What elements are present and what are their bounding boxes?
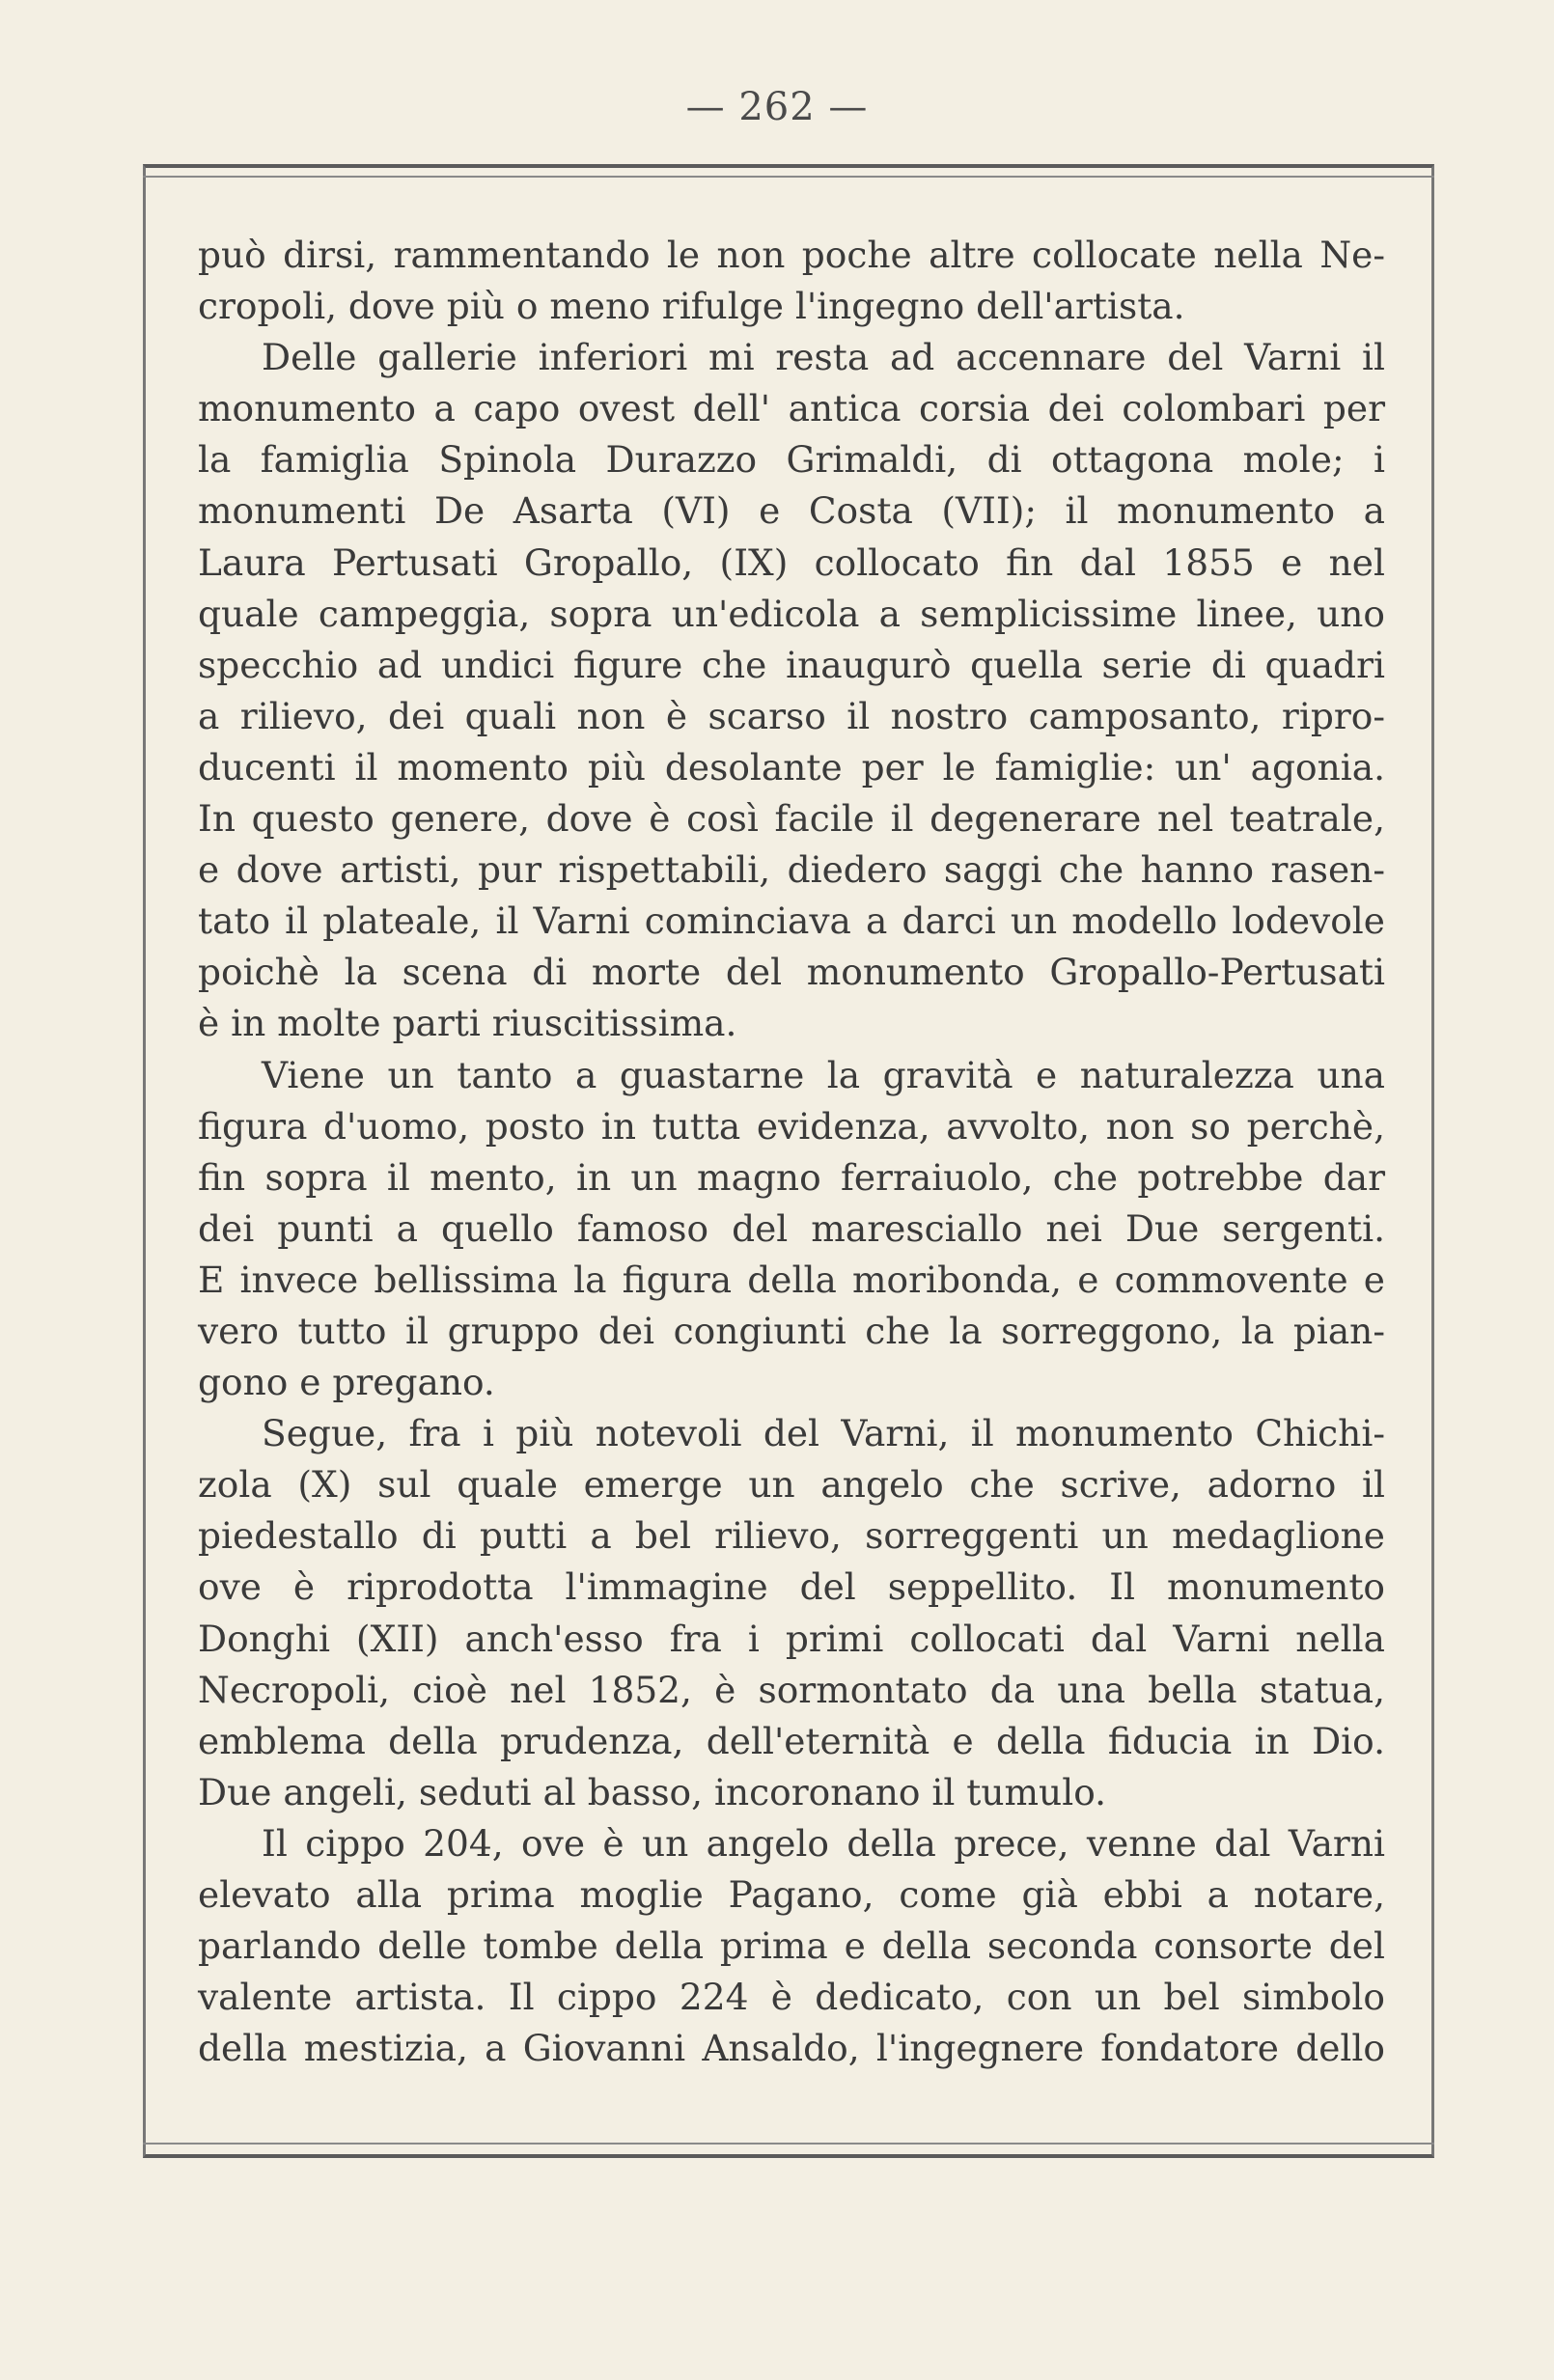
text-line: cropoli, dove più o meno rifulge l'ingegno dell'artista. bbox=[198, 285, 1185, 328]
text-line: elevato alla prima moglie Pagano, come già ebbi a notare, bbox=[198, 1873, 1385, 1916]
text-line: parlando delle tombe della prima e della seconda consorte del bbox=[198, 1924, 1385, 1968]
text-line: monumenti De Asarta (VI) e Costa (VII); il monumento a bbox=[198, 489, 1385, 533]
text-line: tato il plateale, il Varni cominciava a darci un modello lodevole bbox=[198, 899, 1385, 943]
frame-top-rule bbox=[143, 176, 1434, 178]
text-line: poichè la scena di morte del monumento Gropallo-Pertusati bbox=[198, 951, 1385, 994]
text-line: Due angeli, seduti al basso, incoronano il tumulo. bbox=[198, 1770, 1107, 1813]
text-line: Il cippo 204, ove è un angelo della prece, venne dal Varni bbox=[262, 1821, 1385, 1865]
frame-bottom-rule bbox=[143, 2143, 1434, 2145]
text-line: Laura Pertusati Gropallo, (IX) collocato fin dal 1855 e nel bbox=[198, 540, 1385, 584]
text-line: gono e pregano. bbox=[198, 1361, 495, 1404]
text-line: può dirsi, rammentando le non poche altre collocate nella Ne- bbox=[198, 234, 1385, 276]
body-text bbox=[198, 230, 1385, 2074]
text-line: emblema della prudenza, dell'eternità e della fiducia in Dio. bbox=[198, 1719, 1385, 1762]
text-line: è in molte parti riuscitissima. bbox=[198, 1002, 737, 1045]
text-line: Necropoli, cioè nel 1852, è sormontato da una bella statua, bbox=[198, 1668, 1385, 1711]
text-line: dei punti a quello famoso del maresciallo nei Due sergenti. bbox=[198, 1206, 1385, 1250]
text-line: Segue, fra i più notevoli del Varni, il monumento Chichi- bbox=[262, 1412, 1385, 1455]
text-line: la famiglia Spinola Durazzo Grimaldi, di ottagona mole; i bbox=[198, 438, 1385, 482]
text-line: ove è riprodotta l'immagine del seppellito. Il monumento bbox=[198, 1565, 1385, 1609]
text-line: In questo genere, dove è così facile il degenerare nel teatrale, bbox=[198, 797, 1385, 841]
text-line: ducenti il momento più desolante per le famiglie: un' agonia. bbox=[198, 745, 1385, 789]
text-line: monumento a capo ovest dell' antica corsia dei colombari per bbox=[198, 387, 1385, 430]
text-line: Viene un tanto a guastarne la gravità e naturalezza una bbox=[262, 1053, 1385, 1096]
text-line: specchio ad undici figure che inaugurò quella serie di quadri bbox=[198, 643, 1385, 686]
text-line: valente artista. Il cippo 224 è dedicato, con un bel simbolo bbox=[198, 1976, 1385, 2019]
text-line: piedestallo di putti a bel rilievo, sorreggenti un medaglione bbox=[198, 1514, 1385, 1558]
text-line: vero tutto il gruppo dei congiunti che la sorreggono, la pian- bbox=[198, 1309, 1385, 1352]
text-line: fin sopra il mento, in un magno ferraiuolo, che potrebbe dar bbox=[198, 1155, 1385, 1199]
text-line: zola (X) sul quale emerge un angelo che scrive, adorno il bbox=[198, 1463, 1385, 1507]
text-line: a rilievo, dei quali non è scarso il nostro camposanto, ripro- bbox=[198, 694, 1385, 737]
text-line: e dove artisti, pur rispettabili, diedero saggi che hanno rasen- bbox=[198, 848, 1385, 892]
text-line: figura d'uomo, posto in tutta evidenza, avvolto, non so perchè, bbox=[198, 1104, 1385, 1148]
page-number: — 262 — bbox=[685, 85, 869, 129]
text-line: Donghi (XII) anch'esso fra i primi collocati dal Varni nella bbox=[198, 1617, 1385, 1660]
text-line: Delle gallerie inferiori mi resta ad accennare del Varni il bbox=[262, 336, 1385, 379]
text-line: della mestizia, a Giovanni Ansaldo, l'ingegnere fondatore dello bbox=[198, 2027, 1385, 2070]
text-line: E invece bellissima la figura della moribonda, e commovente e bbox=[198, 1258, 1385, 1301]
text-line: quale campeggia, sopra un'edicola a semplicissime linee, uno bbox=[198, 592, 1385, 635]
